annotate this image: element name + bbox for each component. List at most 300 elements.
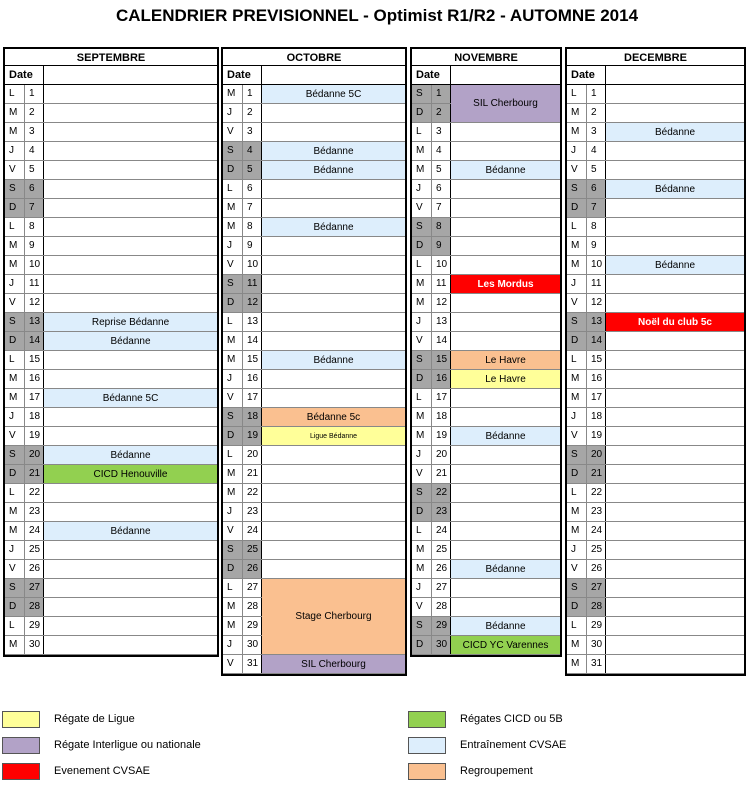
day-row	[412, 522, 560, 541]
day-number: 11	[432, 275, 451, 293]
weekday-letter: D	[567, 332, 587, 350]
day-number: 10	[432, 256, 451, 274]
weekday-letter: M	[223, 85, 243, 103]
day-row	[567, 522, 744, 541]
weekday-letter: M	[412, 560, 432, 578]
day-number: 27	[243, 579, 262, 597]
weekday-letter: V	[223, 123, 243, 141]
day-row	[412, 579, 560, 598]
weekday-letter: V	[567, 161, 587, 179]
event-cell: Noël du club 5c	[606, 313, 744, 332]
day-number: 6	[25, 180, 44, 198]
day-row	[567, 427, 744, 446]
event-cell: Bédanne 5C	[44, 389, 217, 408]
day-number: 31	[243, 655, 262, 673]
weekday-letter: S	[567, 446, 587, 464]
month-decembre	[565, 47, 746, 676]
day-number: 20	[25, 446, 44, 464]
event-cell: Bédanne	[44, 446, 217, 465]
day-row	[5, 560, 217, 579]
weekday-letter: M	[5, 104, 25, 122]
day-number: 7	[243, 199, 262, 217]
day-row	[223, 465, 405, 484]
event-cell: Bédanne	[451, 161, 560, 180]
day-row	[223, 104, 405, 123]
weekday-letter: D	[223, 427, 243, 445]
day-number: 31	[587, 655, 606, 673]
day-row	[567, 408, 744, 427]
day-row	[5, 104, 217, 123]
event-cell: Bédanne	[44, 522, 217, 541]
day-number: 7	[587, 199, 606, 217]
month-septembre	[3, 47, 219, 657]
weekday-letter: V	[412, 465, 432, 483]
weekday-letter: D	[5, 598, 25, 616]
weekday-letter: M	[223, 199, 243, 217]
weekday-letter: L	[567, 484, 587, 502]
day-number: 5	[25, 161, 44, 179]
day-row	[5, 408, 217, 427]
weekday-letter: J	[223, 237, 243, 255]
weekday-letter: J	[223, 503, 243, 521]
day-row	[412, 180, 560, 199]
weekday-letter: D	[412, 370, 432, 388]
weekday-letter: M	[223, 484, 243, 502]
weekday-letter: S	[223, 275, 243, 293]
day-row	[223, 199, 405, 218]
event-cell: Stage Cherbourg	[262, 579, 405, 655]
day-number: 20	[587, 446, 606, 464]
day-number: 11	[25, 275, 44, 293]
day-number: 5	[432, 161, 451, 179]
day-number: 14	[432, 332, 451, 350]
weekday-letter: S	[412, 617, 432, 635]
day-row	[5, 427, 217, 446]
weekday-letter: D	[5, 199, 25, 217]
day-row	[5, 636, 217, 655]
date-header-row	[565, 66, 746, 85]
weekday-letter: M	[5, 636, 25, 654]
day-number: 5	[587, 161, 606, 179]
day-number: 3	[243, 123, 262, 141]
month-novembre	[410, 47, 562, 657]
weekday-letter: L	[223, 180, 243, 198]
event-cell: SIL Cherbourg	[262, 655, 405, 674]
day-row	[5, 541, 217, 560]
weekday-letter: L	[223, 313, 243, 331]
day-number: 23	[25, 503, 44, 521]
weekday-letter: S	[412, 218, 432, 236]
day-row	[223, 237, 405, 256]
date-header: Date	[5, 66, 44, 84]
weekday-letter: J	[5, 142, 25, 160]
day-number: 28	[587, 598, 606, 616]
day-number: 9	[587, 237, 606, 255]
day-row	[567, 370, 744, 389]
day-row	[567, 199, 744, 218]
day-number: 12	[243, 294, 262, 312]
day-row	[412, 484, 560, 503]
day-row	[412, 142, 560, 161]
day-grid	[410, 85, 562, 657]
weekday-letter: L	[5, 484, 25, 502]
day-number: 19	[243, 427, 262, 445]
weekday-letter: V	[5, 427, 25, 445]
day-number: 29	[25, 617, 44, 635]
weekday-letter: V	[567, 294, 587, 312]
weekday-letter: J	[223, 370, 243, 388]
day-row	[5, 275, 217, 294]
day-number: 8	[25, 218, 44, 236]
day-number: 16	[243, 370, 262, 388]
day-number: 25	[587, 541, 606, 559]
weekday-letter: L	[412, 256, 432, 274]
day-number: 4	[587, 142, 606, 160]
weekday-letter: L	[5, 85, 25, 103]
day-row	[567, 161, 744, 180]
day-number: 3	[25, 123, 44, 141]
day-number: 12	[587, 294, 606, 312]
day-row	[412, 294, 560, 313]
day-row	[223, 446, 405, 465]
weekday-letter: J	[412, 579, 432, 597]
weekday-letter: D	[412, 104, 432, 122]
weekday-letter: L	[223, 579, 243, 597]
day-number: 23	[243, 503, 262, 521]
day-number: 2	[587, 104, 606, 122]
day-number: 7	[432, 199, 451, 217]
weekday-letter: D	[412, 503, 432, 521]
weekday-letter: S	[223, 142, 243, 160]
day-number: 20	[432, 446, 451, 464]
day-number: 25	[432, 541, 451, 559]
day-number: 1	[432, 85, 451, 103]
day-row	[412, 465, 560, 484]
weekday-letter: J	[412, 313, 432, 331]
weekday-letter: L	[567, 617, 587, 635]
day-number: 14	[587, 332, 606, 350]
day-number: 4	[25, 142, 44, 160]
day-grid	[565, 85, 746, 676]
date-header: Date	[412, 66, 451, 84]
weekday-letter: J	[412, 180, 432, 198]
weekday-letter: M	[412, 541, 432, 559]
date-header-row	[3, 66, 219, 85]
weekday-letter: M	[5, 256, 25, 274]
day-row	[412, 199, 560, 218]
day-number: 1	[587, 85, 606, 103]
day-row	[412, 123, 560, 142]
day-number: 27	[432, 579, 451, 597]
day-grid	[3, 85, 219, 657]
event-cell: Reprise Bédanne	[44, 313, 217, 332]
weekday-letter: D	[567, 598, 587, 616]
weekday-letter: M	[567, 104, 587, 122]
legend-swatch	[2, 711, 40, 728]
day-row	[223, 560, 405, 579]
date-header-row	[221, 66, 407, 85]
event-cell: Bédanne 5C	[262, 85, 405, 104]
day-number: 15	[587, 351, 606, 369]
day-number: 18	[243, 408, 262, 426]
day-row	[223, 389, 405, 408]
weekday-letter: J	[5, 541, 25, 559]
day-row	[412, 408, 560, 427]
day-number: 6	[243, 180, 262, 198]
day-number: 23	[432, 503, 451, 521]
weekday-letter: S	[567, 313, 587, 331]
day-row	[412, 218, 560, 237]
legend-label: Entraînement CVSAE	[460, 739, 567, 751]
weekday-letter: M	[567, 256, 587, 274]
day-number: 27	[587, 579, 606, 597]
weekday-letter: M	[412, 161, 432, 179]
day-row	[223, 332, 405, 351]
day-number: 21	[432, 465, 451, 483]
day-number: 4	[432, 142, 451, 160]
day-number: 24	[587, 522, 606, 540]
day-number: 17	[25, 389, 44, 407]
weekday-letter: M	[412, 294, 432, 312]
event-cell: Bédanne	[262, 142, 405, 161]
day-number: 6	[587, 180, 606, 198]
weekday-letter: J	[223, 104, 243, 122]
day-row	[223, 541, 405, 560]
day-number: 19	[587, 427, 606, 445]
day-number: 21	[25, 465, 44, 483]
day-number: 6	[432, 180, 451, 198]
day-number: 16	[25, 370, 44, 388]
weekday-letter: S	[5, 446, 25, 464]
weekday-letter: M	[567, 503, 587, 521]
day-row	[567, 218, 744, 237]
day-row	[567, 351, 744, 370]
day-number: 3	[587, 123, 606, 141]
day-row	[5, 617, 217, 636]
weekday-letter: M	[412, 427, 432, 445]
day-row	[412, 332, 560, 351]
day-row	[223, 123, 405, 142]
weekday-letter: M	[412, 408, 432, 426]
weekday-letter: J	[567, 408, 587, 426]
weekday-letter: M	[223, 598, 243, 616]
day-number: 24	[432, 522, 451, 540]
weekday-letter: L	[5, 218, 25, 236]
event-cell: CICD YC Varennes	[451, 636, 560, 655]
day-number: 11	[587, 275, 606, 293]
weekday-letter: V	[412, 598, 432, 616]
day-row	[567, 85, 744, 104]
month-header: OCTOBRE	[221, 47, 407, 66]
event-cell: Bédanne	[44, 332, 217, 351]
day-number: 10	[25, 256, 44, 274]
day-number: 28	[25, 598, 44, 616]
day-number: 2	[243, 104, 262, 122]
legend-label: Régate de Ligue	[54, 713, 135, 725]
day-number: 1	[25, 85, 44, 103]
day-row	[412, 503, 560, 522]
day-row	[5, 503, 217, 522]
day-number: 22	[25, 484, 44, 502]
day-number: 5	[243, 161, 262, 179]
day-number: 16	[587, 370, 606, 388]
weekday-letter: S	[567, 180, 587, 198]
day-row	[223, 275, 405, 294]
day-row	[567, 104, 744, 123]
weekday-letter: L	[567, 85, 587, 103]
day-number: 12	[25, 294, 44, 312]
event-cell: Bédanne	[262, 351, 405, 370]
weekday-letter: L	[412, 522, 432, 540]
weekday-letter: D	[5, 465, 25, 483]
legend-swatch	[2, 737, 40, 754]
weekday-letter: L	[412, 123, 432, 141]
weekday-letter: M	[5, 370, 25, 388]
day-row	[412, 598, 560, 617]
weekday-letter: M	[412, 142, 432, 160]
page-title: CALENDRIER PREVISIONNEL - Optimist R1/R2 - AUTOMNE 2014	[115, 6, 639, 25]
month-octobre	[221, 47, 407, 676]
event-cell: CICD Henouville	[44, 465, 217, 484]
date-header: Date	[223, 66, 262, 84]
day-number: 25	[243, 541, 262, 559]
weekday-letter: V	[567, 560, 587, 578]
date-header-row	[410, 66, 562, 85]
day-row	[5, 598, 217, 617]
month-header: DECEMBRE	[565, 47, 746, 66]
weekday-letter: V	[223, 522, 243, 540]
day-number: 21	[587, 465, 606, 483]
day-row	[567, 636, 744, 655]
weekday-letter: D	[412, 636, 432, 654]
day-number: 24	[243, 522, 262, 540]
day-number: 2	[25, 104, 44, 122]
day-row	[5, 123, 217, 142]
weekday-letter: S	[412, 484, 432, 502]
day-row	[567, 579, 744, 598]
weekday-letter: V	[412, 199, 432, 217]
event-cell: SIL Cherbourg	[451, 85, 560, 123]
weekday-letter: M	[567, 237, 587, 255]
day-row	[412, 446, 560, 465]
event-cell: Bédanne 5c	[262, 408, 405, 427]
day-number: 29	[243, 617, 262, 635]
weekday-letter: M	[223, 465, 243, 483]
day-row	[5, 370, 217, 389]
day-row	[567, 446, 744, 465]
weekday-letter: M	[567, 655, 587, 673]
weekday-letter: L	[5, 617, 25, 635]
weekday-letter: S	[223, 408, 243, 426]
weekday-letter: D	[223, 161, 243, 179]
day-row	[567, 275, 744, 294]
event-cell: Les Mordus	[451, 275, 560, 294]
day-number: 29	[587, 617, 606, 635]
day-number: 15	[432, 351, 451, 369]
weekday-letter: V	[223, 655, 243, 673]
day-number: 13	[432, 313, 451, 331]
weekday-letter: S	[567, 579, 587, 597]
day-number: 26	[587, 560, 606, 578]
day-number: 21	[243, 465, 262, 483]
weekday-letter: J	[567, 541, 587, 559]
day-number: 8	[587, 218, 606, 236]
weekday-letter: S	[412, 351, 432, 369]
weekday-letter: J	[567, 142, 587, 160]
weekday-letter: J	[5, 408, 25, 426]
day-grid	[221, 85, 407, 676]
day-number: 17	[432, 389, 451, 407]
legend-label: Evenement CVSAE	[54, 765, 150, 777]
day-row	[567, 503, 744, 522]
day-number: 26	[25, 560, 44, 578]
event-cell: Bédanne	[451, 427, 560, 446]
weekday-letter: D	[223, 294, 243, 312]
weekday-letter: D	[567, 199, 587, 217]
day-row	[567, 617, 744, 636]
weekday-letter: V	[223, 256, 243, 274]
day-row	[567, 560, 744, 579]
weekday-letter: M	[223, 218, 243, 236]
day-number: 30	[587, 636, 606, 654]
day-number: 27	[25, 579, 44, 597]
weekday-letter: L	[5, 351, 25, 369]
event-cell: Bédanne	[451, 560, 560, 579]
day-row	[223, 256, 405, 275]
weekday-letter: V	[5, 560, 25, 578]
day-row	[5, 199, 217, 218]
day-number: 19	[432, 427, 451, 445]
day-row	[567, 294, 744, 313]
day-row	[412, 389, 560, 408]
day-row	[5, 237, 217, 256]
day-row	[567, 655, 744, 674]
day-row	[567, 142, 744, 161]
day-number: 13	[25, 313, 44, 331]
weekday-letter: M	[412, 275, 432, 293]
day-number: 28	[243, 598, 262, 616]
day-number: 11	[243, 275, 262, 293]
day-row	[5, 484, 217, 503]
weekday-letter: J	[5, 275, 25, 293]
month-header: SEPTEMBRE	[3, 47, 219, 66]
weekday-letter: S	[412, 85, 432, 103]
legend-swatch	[408, 763, 446, 780]
day-number: 17	[587, 389, 606, 407]
day-number: 8	[432, 218, 451, 236]
weekday-letter: L	[567, 351, 587, 369]
weekday-letter: M	[5, 503, 25, 521]
day-number: 12	[432, 294, 451, 312]
day-row	[567, 389, 744, 408]
legend-swatch	[2, 763, 40, 780]
weekday-letter: S	[5, 180, 25, 198]
weekday-letter: M	[5, 237, 25, 255]
legend-swatch	[408, 737, 446, 754]
day-number: 22	[243, 484, 262, 502]
legend-label: Regroupement	[460, 765, 533, 777]
day-number: 16	[432, 370, 451, 388]
weekday-letter: M	[5, 522, 25, 540]
day-number: 13	[587, 313, 606, 331]
day-number: 15	[243, 351, 262, 369]
weekday-letter: M	[567, 636, 587, 654]
weekday-letter: D	[223, 560, 243, 578]
day-row	[223, 180, 405, 199]
day-number: 7	[25, 199, 44, 217]
day-number: 30	[25, 636, 44, 654]
day-number: 3	[432, 123, 451, 141]
